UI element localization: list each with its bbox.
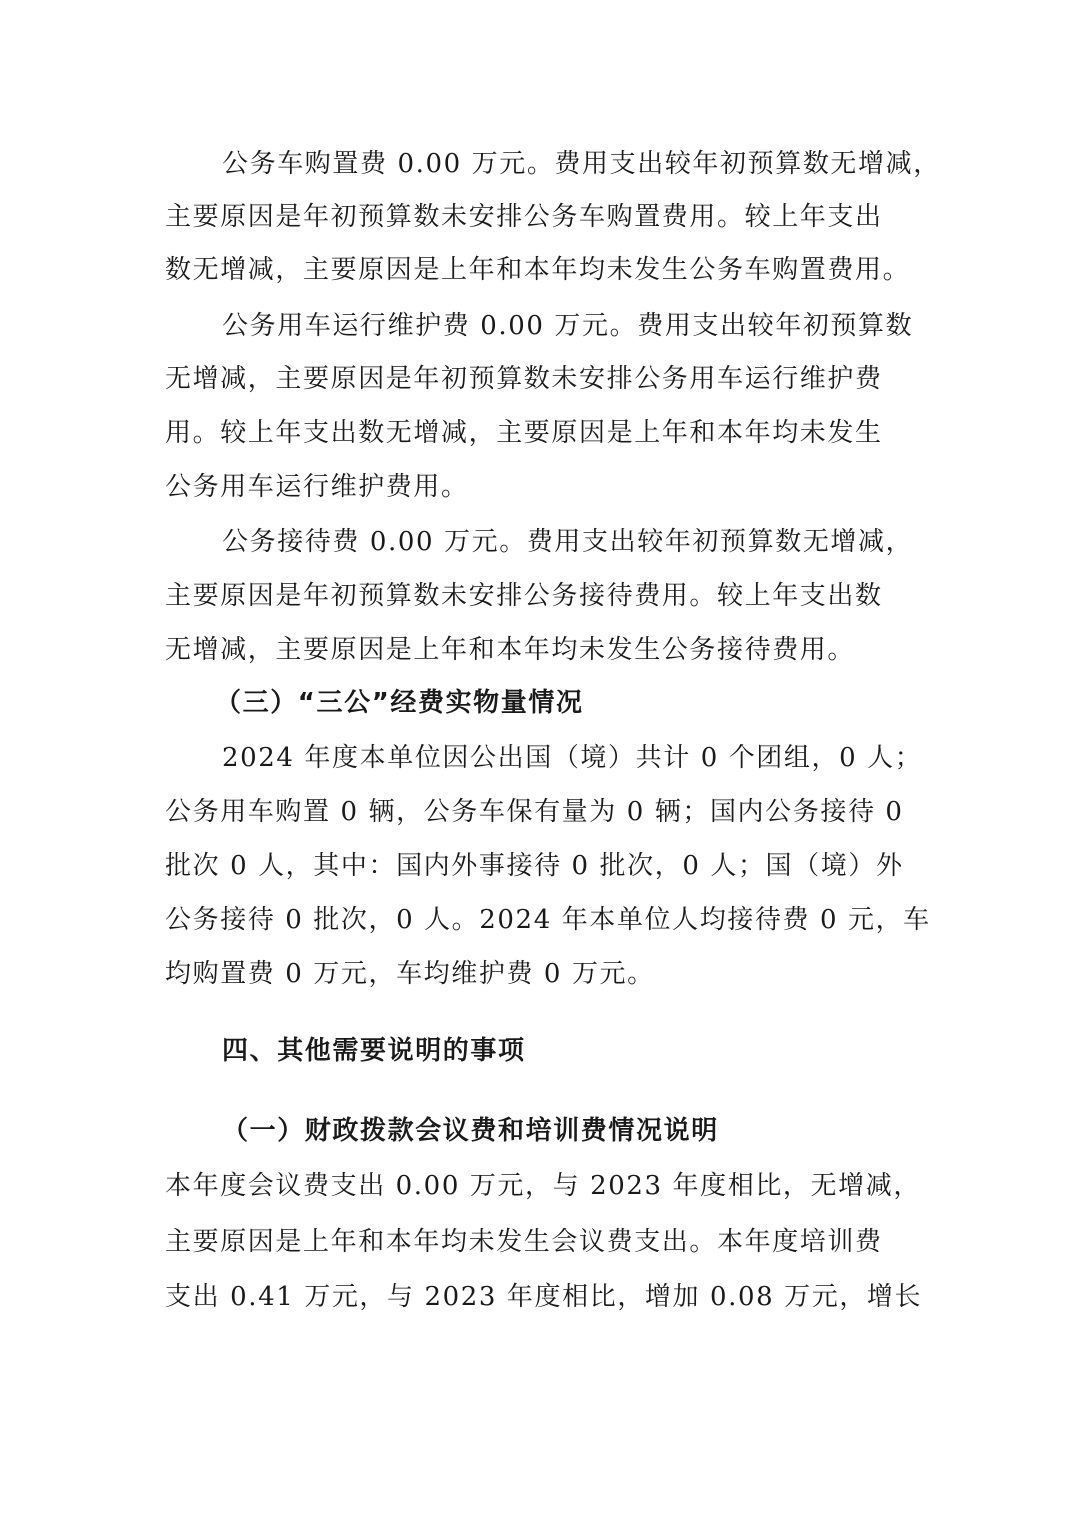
paragraph-line: 主要原因是上年和本年均未发生会议费支出。本年度培训费: [165, 1227, 883, 1257]
paragraph-line: 主要原因是年初预算数未安排公务接待费用。较上年支出数: [165, 581, 883, 611]
section-heading: （一）财政拨款会议费和培训费情况说明: [222, 1116, 719, 1146]
paragraph-line: 公务接待费 0.00 万元。费用支出较年初预算数无增减，: [222, 527, 914, 557]
paragraph-line: 主要原因是年初预算数未安排公务车购置费用。较上年支出: [165, 202, 883, 232]
paragraph-line: 均购置费 0 万元，车均维护费 0 万元。: [165, 959, 655, 989]
paragraph-line: 无增减，主要原因是年初预算数未安排公务用车运行维护费: [165, 364, 883, 394]
paragraph-line: 无增减，主要原因是上年和本年均未发生公务接待费用。: [165, 635, 856, 665]
section-heading: （三）“三公”经费实物量情况: [215, 688, 584, 718]
paragraph-line: 批次 0 人，其中：国内外事接待 0 批次，0 人；国（境）外: [165, 851, 904, 881]
paragraph-line: 本年度会议费支出 0.00 万元，与 2023 年度相比，无增减，: [165, 1171, 921, 1201]
paragraph-line: 支出 0.41 万元，与 2023 年度相比，增加 0.08 万元，增长: [165, 1282, 923, 1312]
paragraph-line: 公务接待 0 批次，0 人。2024 年本单位人均接待费 0 元，车: [165, 905, 931, 935]
paragraph-line: 公务车购置费 0.00 万元。费用支出较年初预算数无增减，: [222, 149, 941, 179]
paragraph-line: 2024 年度本单位因公出国（境）共计 0 个团组，0 人；: [222, 743, 923, 773]
paragraph-line: 公务用车运行维护费 0.00 万元。费用支出较年初预算数: [222, 311, 914, 341]
paragraph-line: 数无增减，主要原因是上年和本年均未发生公务车购置费用。: [165, 255, 911, 285]
paragraph-line: 用。较上年支出数无增减，主要原因是上年和本年均未发生: [165, 418, 883, 448]
chapter-heading: 四、其他需要说明的事项: [222, 1036, 526, 1066]
paragraph-line: 公务用车购置 0 辆，公务车保有量为 0 辆；国内公务接待 0: [165, 797, 904, 827]
paragraph-line: 公务用车运行维护费用。: [165, 472, 469, 502]
